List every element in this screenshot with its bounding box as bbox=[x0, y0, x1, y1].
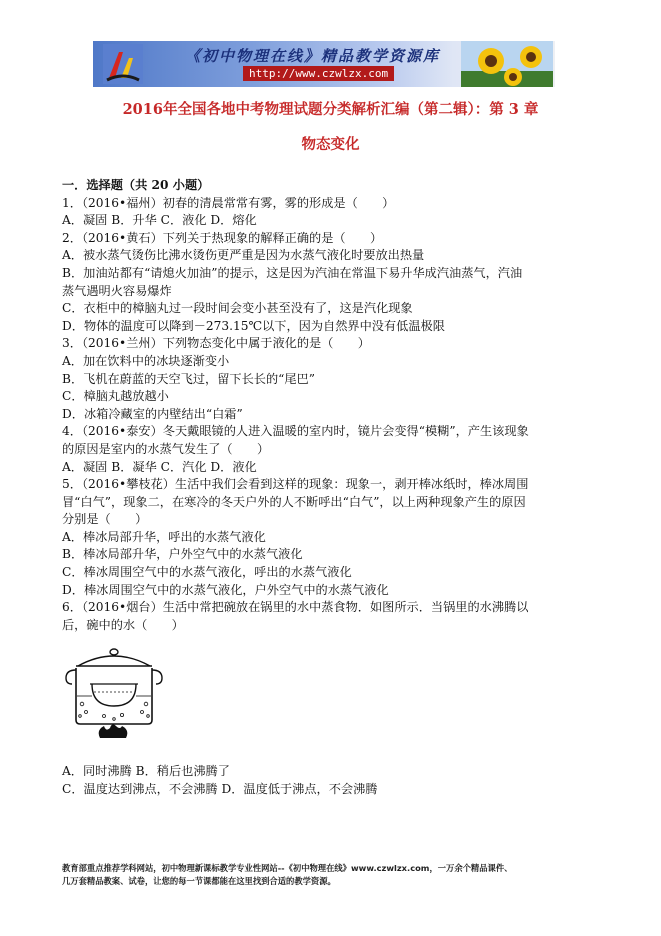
banner-title: 《初中物理在线》精品教学资源库 bbox=[185, 47, 441, 65]
section-heading: 一．选择题（共 20 小题） bbox=[62, 178, 210, 192]
footer-line: 几万套精品教案、试卷，让您的每一节课都能在这里找到合适的教学资源。 bbox=[62, 875, 336, 886]
text-line: B．棒冰局部升华，户外空气中的水蒸气液化 bbox=[62, 547, 303, 562]
text-line: A．凝固 B．凝华 C．汽化 D．液化 bbox=[62, 459, 257, 474]
document-title: 2016年全国各地中考物理试题分类解析汇编（第二辑）：第 3 章 bbox=[122, 101, 539, 118]
sunflower-image-icon bbox=[461, 41, 553, 87]
text-line: C．棒冰周围空气中的水蒸气液化，呼出的水蒸气液化 bbox=[62, 565, 352, 580]
text-line: 冒“白气”，现象二，在寒冷的冬天户外的人不断呼出“白气”，以上两种现象产生的原因 bbox=[62, 494, 526, 509]
text-line: 蒸气遇明火容易爆炸 bbox=[62, 283, 172, 298]
text-line: 2．（2016•黄石）下列关于热现象的解释正确的是（ ） bbox=[62, 230, 383, 245]
text-line: A．加在饮料中的冰块逐渐变小 bbox=[62, 353, 230, 368]
footer-line: 教育部重点推荐学科网站，初中物理新课标教学专业性网站--《初中物理在线》www.czwlzx.com，一万余个精品课件、 bbox=[62, 863, 513, 873]
text-line: 的原因是室内的水蒸气发生了（ ） bbox=[62, 441, 270, 456]
banner-url[interactable]: http://www.czwlzx.com bbox=[243, 66, 394, 81]
text-line: 4．（2016•泰安）冬天戴眼镜的人进入温暖的室内时，镜片会变得“模糊”，产生该现象 bbox=[62, 424, 529, 439]
text-line: 1．（2016•福州）初春的清晨常常有雾，雾的形成是（ ） bbox=[62, 195, 395, 210]
document-subtitle: 物态变化 bbox=[301, 136, 360, 153]
text-line: A．被水蒸气烫伤比沸水烫伤更严重是因为水蒸气液化时要放出热量 bbox=[62, 248, 425, 263]
question-list bbox=[62, 195, 610, 635]
text-line: 分别是（ ） bbox=[62, 512, 148, 527]
text-line: B．飞机在蔚蓝的天空飞过，留下长长的“尾巴” bbox=[62, 371, 315, 386]
text-line: 后，碗中的水（ ） bbox=[62, 617, 184, 632]
text-line: 6．（2016•烟台）生活中常把碗放在锅里的水中蒸食物．如图所示．当锅里的水沸腾以 bbox=[62, 600, 529, 615]
site-logo-icon bbox=[103, 44, 143, 84]
text-line: A．凝固 B．升华 C．液化 D．熔化 bbox=[62, 213, 257, 228]
page-footer bbox=[62, 862, 602, 887]
text-line: 5．（2016•攀枝花）生活中我们会看到这样的现象：现象一，剥开棒冰纸时，棒冰周围 bbox=[62, 477, 529, 492]
text-line: C．温度达到沸点，不会沸腾 D．温度低于沸点，不会沸腾 bbox=[62, 782, 378, 797]
text-line: B．加油站都有“请熄火加油”的提示，这是因为汽油在常温下易升华成汽油蒸气，汽油 bbox=[62, 265, 523, 280]
answer-options bbox=[62, 763, 610, 798]
text-line: C．衣柜中的樟脑丸过一段时间会变小甚至没有了，这是汽化现象 bbox=[62, 301, 413, 316]
text-line: D．物体的温度可以降到－273.15℃以下，因为自然界中没有低温极限 bbox=[62, 318, 445, 333]
header-banner bbox=[93, 41, 555, 87]
text-line: A．同时沸腾 B．稍后也沸腾了 bbox=[62, 764, 230, 779]
text-line: 3．（2016•兰州）下列物态变化中属于液化的是（ ） bbox=[62, 336, 370, 351]
pot-steaming-bowl-figure bbox=[62, 644, 166, 740]
text-line: A．棒冰局部升华，呼出的水蒸气液化 bbox=[62, 529, 266, 544]
text-line: D．棒冰周围空气中的水蒸气液化，户外空气中的水蒸气液化 bbox=[62, 582, 389, 597]
text-line: C．樟脑丸越放越小 bbox=[62, 389, 169, 404]
text-line: D．冰箱冷藏室的内壁结出“白霜” bbox=[62, 406, 243, 421]
